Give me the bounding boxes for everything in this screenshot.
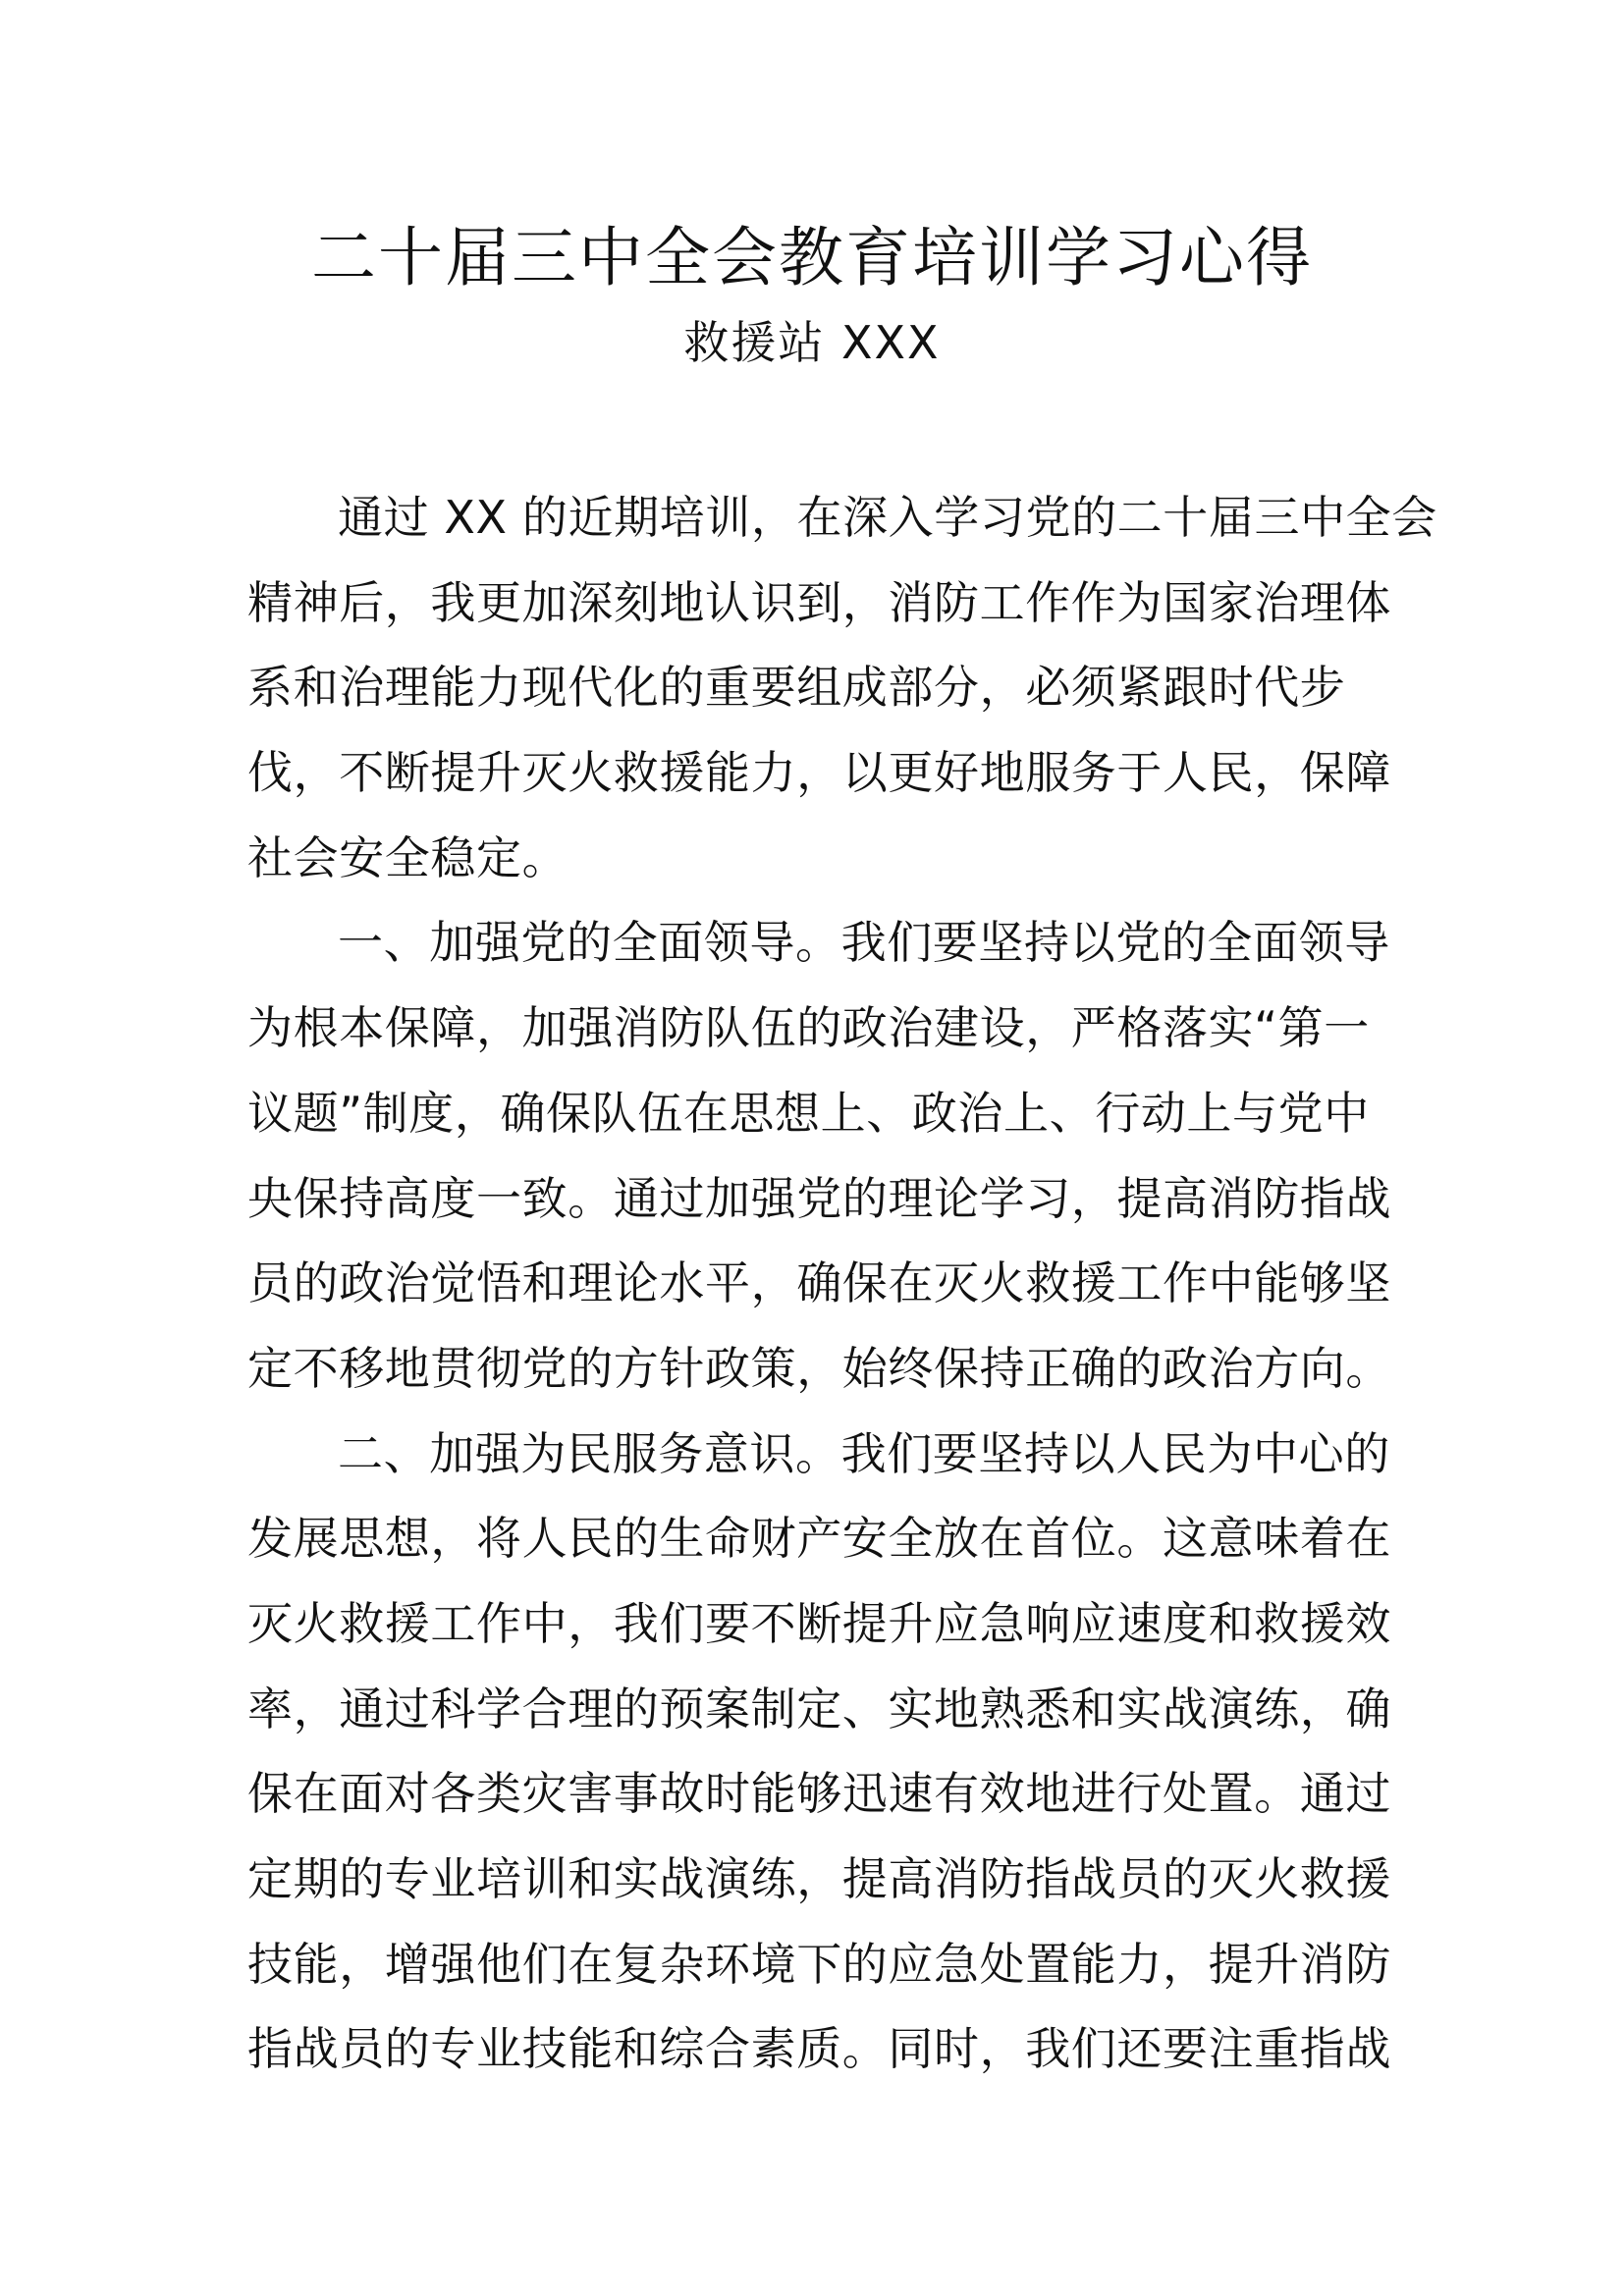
body-line: 为根本保障，加强消防队伍的政治建设，严格落实“第一 — [247, 1001, 1370, 1055]
body-line: 社会安全稳定。 — [247, 830, 568, 884]
body-line: 指战员的专业技能和综合素质。同时，我们还要注重指战 — [247, 2022, 1391, 2076]
body-line: 发展思想，将人民的生命财产安全放在首位。这意味着在 — [247, 1512, 1391, 1566]
body-line: 员的政治觉悟和理论水平，确保在灭火救援工作中能够坚 — [247, 1256, 1391, 1310]
body-line: 央保持高度一致。通过加强党的理论学习，提高消防指战 — [247, 1171, 1391, 1225]
document-title: 二十届三中全会教育培训学习心得 — [311, 220, 1313, 295]
body-line: 灭火救援工作中，我们要不断提升应急响应速度和救援效 — [247, 1596, 1391, 1650]
body-line: 保在面对各类灾害事故时能够迅速有效地进行处置。通过 — [247, 1767, 1391, 1821]
body-line: 议题”制度，确保队伍在思想上、政治上、行动上与党中 — [247, 1086, 1370, 1140]
body-line: 精神后，我更加深刻地认识到，消防工作作为国家治理体 — [247, 575, 1391, 629]
body-line: 通过 XX 的近期培训，在深入学习党的二十届三中全会 — [338, 491, 1437, 544]
body-line: 一、加强党的全面领导。我们要坚持以党的全面领导 — [338, 916, 1390, 970]
document-body — [247, 475, 1437, 2092]
paragraph-party-leadership — [247, 900, 1391, 1411]
body-line: 二、加强为民服务意识。我们要坚持以人民为中心的 — [338, 1426, 1390, 1480]
body-line: 率，通过科学合理的预案制定、实地熟悉和实战演练，确 — [247, 1682, 1391, 1735]
body-line: 定期的专业培训和实战演练，提高消防指战员的灭火救援 — [247, 1852, 1391, 1905]
paragraph-intro — [247, 475, 1437, 900]
paragraph-public-service — [247, 1412, 1391, 2093]
body-line: 系和治理能力现代化的重要组成部分，必须紧跟时代步 — [247, 661, 1346, 715]
body-line: 定不移地贯彻党的方针政策，始终保持正确的政治方向。 — [247, 1341, 1391, 1395]
body-line: 伐，不断提升灭火救援能力，以更好地服务于人民，保障 — [247, 746, 1391, 800]
body-line: 技能，增强他们在复杂环境下的应急处置能力，提升消防 — [247, 1937, 1391, 1991]
document-author: 救援站 XXX — [683, 316, 941, 369]
